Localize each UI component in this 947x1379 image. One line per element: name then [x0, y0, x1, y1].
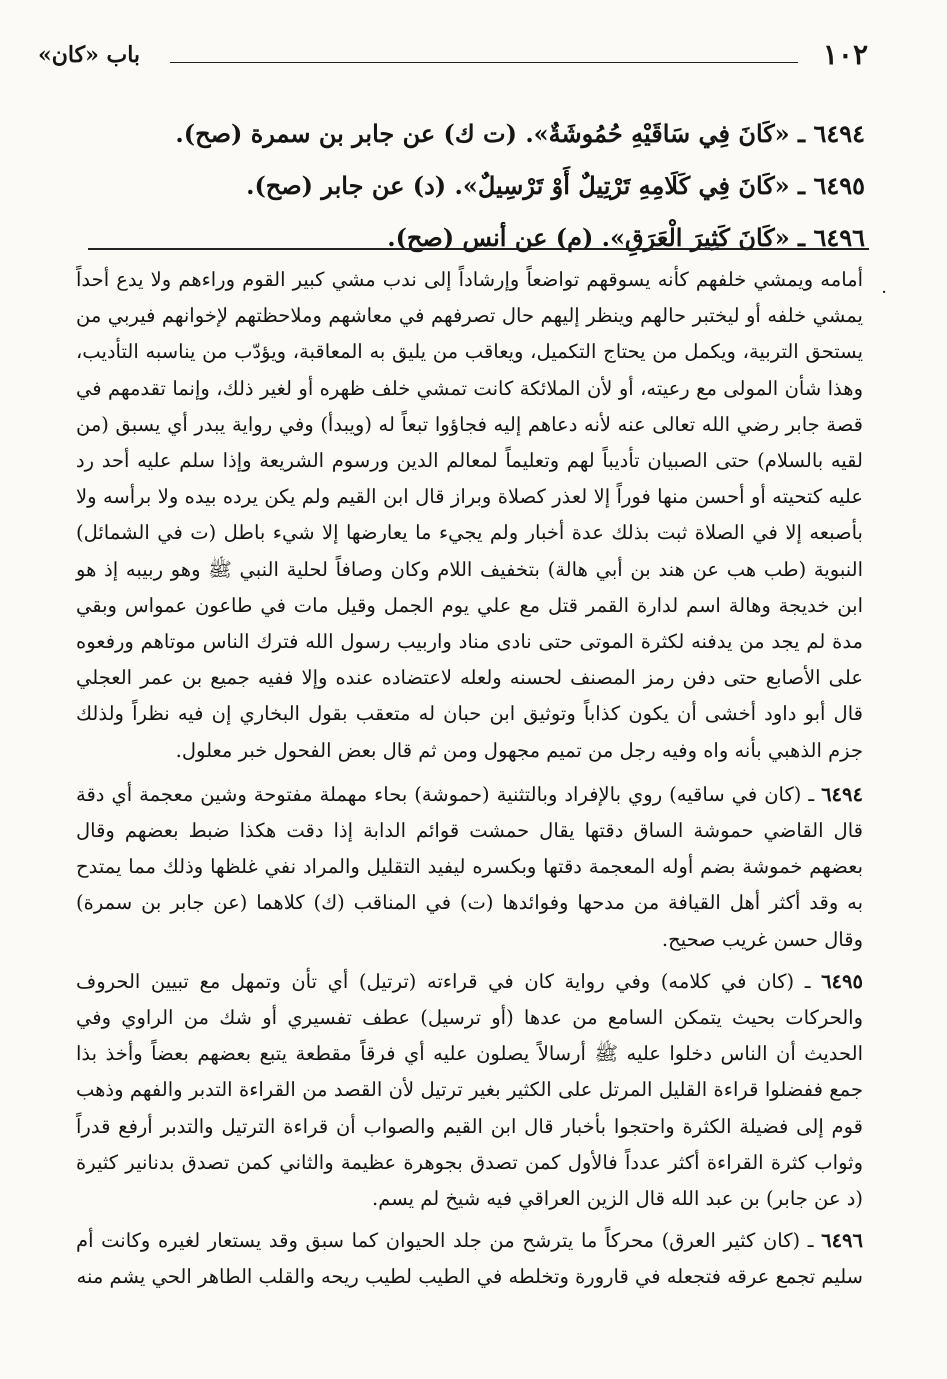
hadith-text: «كَانَ فِي كَلَامِهِ تَرْتِيلٌ أَوْ تَرْسِيلٌ». (د) عن جابر (صح). — [246, 171, 790, 200]
page-header — [38, 38, 868, 78]
section-divider — [88, 248, 869, 250]
hadith-number: ٦٤٩٥ — [813, 171, 865, 200]
hadith-text: «كَانَ كَثِيرَ الْعَرَقِ». (م) عن أنس (صح). — [387, 223, 790, 252]
running-title: باب «كان» — [38, 42, 141, 68]
commentary-paragraph: ٦٤٩٥ ـ (كان في كلامه) وفي رواية كان في قراءته (ترتيل) أي تأن وتمهل مع تبيين الحروف والحركات بحيث يتمكن السامع من عدها (أو ترسيل) عطف تفسيري أو شك من الراوي وفي الحديث أن الناس دخلوا عليه ﷺ أرسالاً يصلون عليه أي فرقاً مقطعة يتبع بعضهم بعضاً وأخذ بذا جمع ففضلوا قراءة القليل المرتل على الكثير بغير ترتيل لأن القصد من القراءة التدبر والفهم وذهب قوم إلى فضيلة الكثرة واحتجوا بأخبار قال ابن القيم والصواب أن قراءة الترتيل والتدبر أرفع قدراً وثواب كثرة القراءة أكثر عدداً فالأول كمن تصدق بجوهرة عظيمة والثاني كمن تصدق بدنانير كثيرة (د عن جابر) بن عبد الله قال الزين العراقي فيه شيخ لم يسم. — [76, 969, 863, 1211]
commentary-paragraph — [76, 262, 863, 769]
hadith-entry: ٦٤٩٤ ـ «كَانَ فِي سَاقَيْهِ حُمُوشَةٌ». (ت ك) عن جابر بن سمرة (صح). — [175, 119, 865, 148]
commentary-number: ٦٤٩٦ — [821, 1229, 863, 1253]
commentary-text: (كان في ساقيه) روي بالإفراد وبالتثنية (حموشة) بحاء مهملة مفتوحة وشين معجمة أي دقة قال القاضي حموشة الساق دقتها يقال حمشت قوائم الدابة إذا دقت هكذا ضبط بعضهم وقال بعضهم خموشة بضم أوله المعجمة دقتها وبكسره ليفيد التقليل والمراد نفي غلظها وذلك مما يمتدح به وقد أكثر أهل القيافة من مدحها وفوائدها (ت) في المناقب (ك) كلاهما (عن جابر بن سمرة) وقال حسن غريب صحيح. — [76, 782, 863, 951]
header-rule — [170, 62, 798, 63]
commentary-number: ٦٤٩٤ — [821, 782, 863, 806]
hadith-number: ٦٤٩٦ — [813, 223, 865, 252]
hadith-number: ٦٤٩٤ — [813, 119, 865, 148]
commentary-number: ٦٤٩٥ — [821, 969, 863, 993]
commentary-text: (كان كثير العرق) محركاً ما يترشح من جلد الحيوان كما سبق وقد يستعار لغيره وكانت أم سليم تجمع عرقه فتجعله في قارورة وتخلطه في الطيب لطيب ريحه والقلب الطاهر الحي يشم منه — [76, 1229, 863, 1289]
commentary-text: أمامه ويمشي خلفهم كأنه يسوقهم تواضعاً وإرشاداً إلى ندب مشي كبير القوم وراءهم ولا يدع أحداً يمشي خلفه أو ليختبر حالهم وينظر إليهم حال تصرفهم في معاشهم وملاحظتهم لإخوانهم فيربي من يستحق التربية، ويكمل من يحتاج التكميل، ويعاقب من يليق به المعاقبة، ويؤدّب من يناسبه التأديب، وهذا شأن المولى مع رعيته، أو لأن الملائكة كانت تمشي خلف ظهره أو لغير ذلك، وإنما تقدمهم في قصة جابر رضي الله تعالى عنه لأنه دعاهم إليه فجاؤوا تبعاً له (ويبدأ) وفي رواية يبدر أي يسبق (من لقيه بالسلام) حتى الصبيان تأديباً لهم وتعليماً لمعالم الدين ورسوم الشريعة وإذا سلم عليه أحد رد عليه كتحيته أو أحسن منها فوراً إلا لعذر كصلاة وبراز قال ابن القيم ولم يكن يرده بيده ولا برأسه ولا بأصبعه إلا في الصلاة ثبت بذلك عدة أخبار ولم يجيء ما يعارضها إلا شيء باطل (ت في الشمائل) النبوية (طب هب عن هند بن أبي هالة) بتخفيف اللام وكان وصافاً لحلية النبي ﷺ وهو ربيبه إذ هو ابن خديجة وهالة اسم لدارة القمر قتل مع علي يوم الجمل وقيل مات في طاعون عمواس وبقي مدة لم يجد من يدفنه لكثرة الموتى حتى نادى مناد واربيب رسول الله فترك الناس موتاهم ورفعوه على الأصابع حتى دفن رمز المصنف لحسنه ولعله لاعتضاده عنده وإلا ففيه جميع بن عمر العجلي قال أبو داود أخشى أن يكون كذاباً وتوثيق ابن حبان له متعقب بقول البخاري إن فيه نظراً ولذلك جزم الذهبي بأنه واه وفيه رجل من تميم مجهول ومن ثم قال بعض الفحول خبر معلول. — [76, 268, 863, 762]
margin-dot: · — [881, 282, 887, 303]
commentary-paragraph: ٦٤٩٦ ـ (كان كثير العرق) محركاً ما يترشح من جلد الحيوان كما سبق وقد يستعار لغيره وكانت أم سليم تجمع عرقه فتجعله في قارورة وتخلطه في الطيب لطيب ريحه والقلب الطاهر الحي يشم منه — [76, 1229, 863, 1289]
hadith-entry: ٦٤٩٦ ـ «كَانَ كَثِيرَ الْعَرَقِ». (م) عن أنس (صح). — [387, 223, 865, 252]
page-number: ١٠٢ — [822, 38, 868, 71]
hadith-text-block — [145, 108, 865, 264]
commentary-block — [76, 262, 863, 1302]
hadith-entry: ٦٤٩٥ ـ «كَانَ فِي كَلَامِهِ تَرْتِيلٌ أَوْ تَرْسِيلٌ». (د) عن جابر (صح). — [246, 171, 865, 200]
commentary-paragraph: ٦٤٩٤ ـ (كان في ساقيه) روي بالإفراد وبالتثنية (حموشة) بحاء مهملة مفتوحة وشين معجمة أي دقة قال القاضي حموشة الساق دقتها يقال حمشت قوائم الدابة إذا دقت هكذا ضبط بعضهم وقال بعضهم خموشة بضم أوله المعجمة دقتها وبكسره ليفيد التقليل والمراد نفي غلظها وذلك مما يمتدح به وقد أكثر أهل القيافة من مدحها وفوائدها (ت) في المناقب (ك) كلاهما (عن جابر بن سمرة) وقال حسن غريب صحيح. — [76, 782, 863, 951]
hadith-text: «كَانَ فِي سَاقَيْهِ حُمُوشَةٌ». (ت ك) عن جابر بن سمرة (صح). — [175, 119, 790, 148]
commentary-text: (كان في كلامه) وفي رواية كان في قراءته (ترتيل) أي تأن وتمهل مع تبيين الحروف والحركات بحيث يتمكن السامع من عدها (أو ترسيل) عطف تفسيري أو شك من الراوي وفي الحديث أن الناس دخلوا عليه ﷺ أرسالاً يصلون عليه أي فرقاً مقطعة يتبع بعضهم بعضاً وأخذ بذا جمع ففضلوا قراءة القليل المرتل على الكثير بغير ترتيل لأن القصد من القراءة التدبر والفهم وذهب قوم إلى فضيلة الكثرة واحتجوا بأخبار قال ابن القيم والصواب أن قراءة الترتيل والتدبر أرفع قدراً وثواب كثرة القراءة أكثر عدداً فالأول كمن تصدق بجوهرة عظيمة والثاني كمن تصدق بدنانير كثيرة (د عن جابر) بن عبد الله قال الزين العراقي فيه شيخ لم يسم. — [76, 969, 863, 1211]
